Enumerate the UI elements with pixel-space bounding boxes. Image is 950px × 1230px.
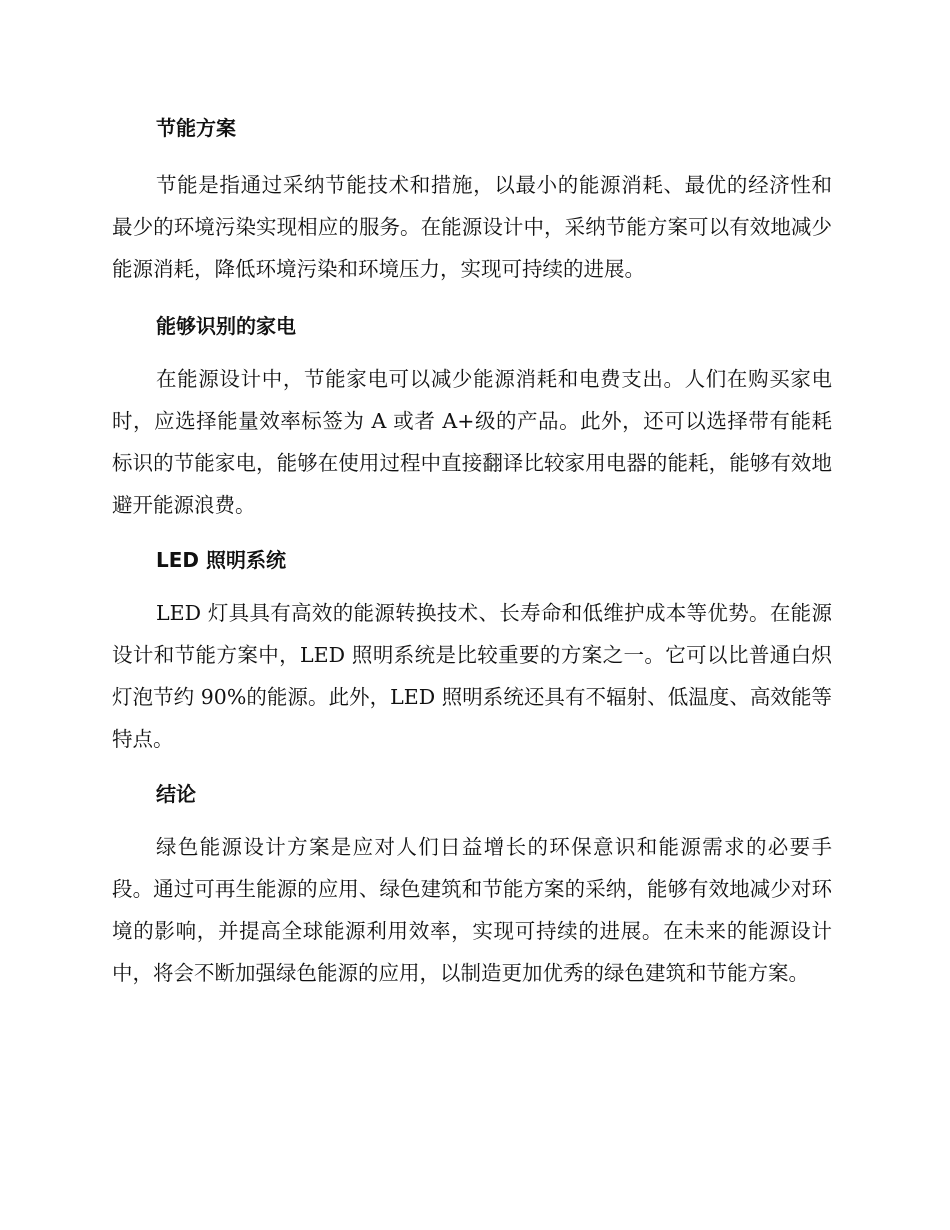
section-heading: 能够识别的家电 [156,314,296,338]
section-paragraph: 绿色能源设计方案是应对人们日益增长的环保意识和能源需求的必要手段。通过可再生能源的应用、绿色建筑和节能方案的采纳，能够有效地减少对环境的影响，并提高全球能源利用效率，实现可持续的进展。在未来的能源设计中，将会不断加强绿色能源的应用，以制造更加优秀的绿色建筑和节能方案。 [112,835,832,985]
section-paragraph: LED 灯具具有高效的能源转换技术、长寿命和低维护成本等优势。在能源设计和节能方案中，LED 照明系统是比较重要的方案之一。它可以比普通白炽灯泡节约 90%的能源。此外，LED 照明系统还具有不辐射、低温度、高效能等特点。 [112,601,832,751]
section-heading: 结论 [156,782,196,806]
section-heading: 节能方案 [156,116,236,140]
section-conclusion [112,781,832,994]
section-paragraph: 节能是指通过采纳节能技术和措施，以最小的能源消耗、最优的经济性和最少的环境污染实现相应的服务。在能源设计中，采纳节能方案可以有效地减少能源消耗，降低环境污染和环境压力，实现可持续的进展。 [112,173,832,281]
section-led-lighting [112,547,832,760]
section-paragraph: 在能源设计中，节能家电可以减少能源消耗和电费支出。人们在购买家电时，应选择能量效率标签为 A 或者 A+级的产品。此外，还可以选择带有能耗标识的节能家电，能够在使用过程中直接翻译比较家用电器的能耗，能够有效地避开能源浪费。 [112,367,832,517]
section-heading: LED 照明系统 [156,548,286,572]
section-identifiable-appliances [112,313,832,526]
document-page [112,108,832,994]
section-energy-saving-plan [112,115,832,290]
